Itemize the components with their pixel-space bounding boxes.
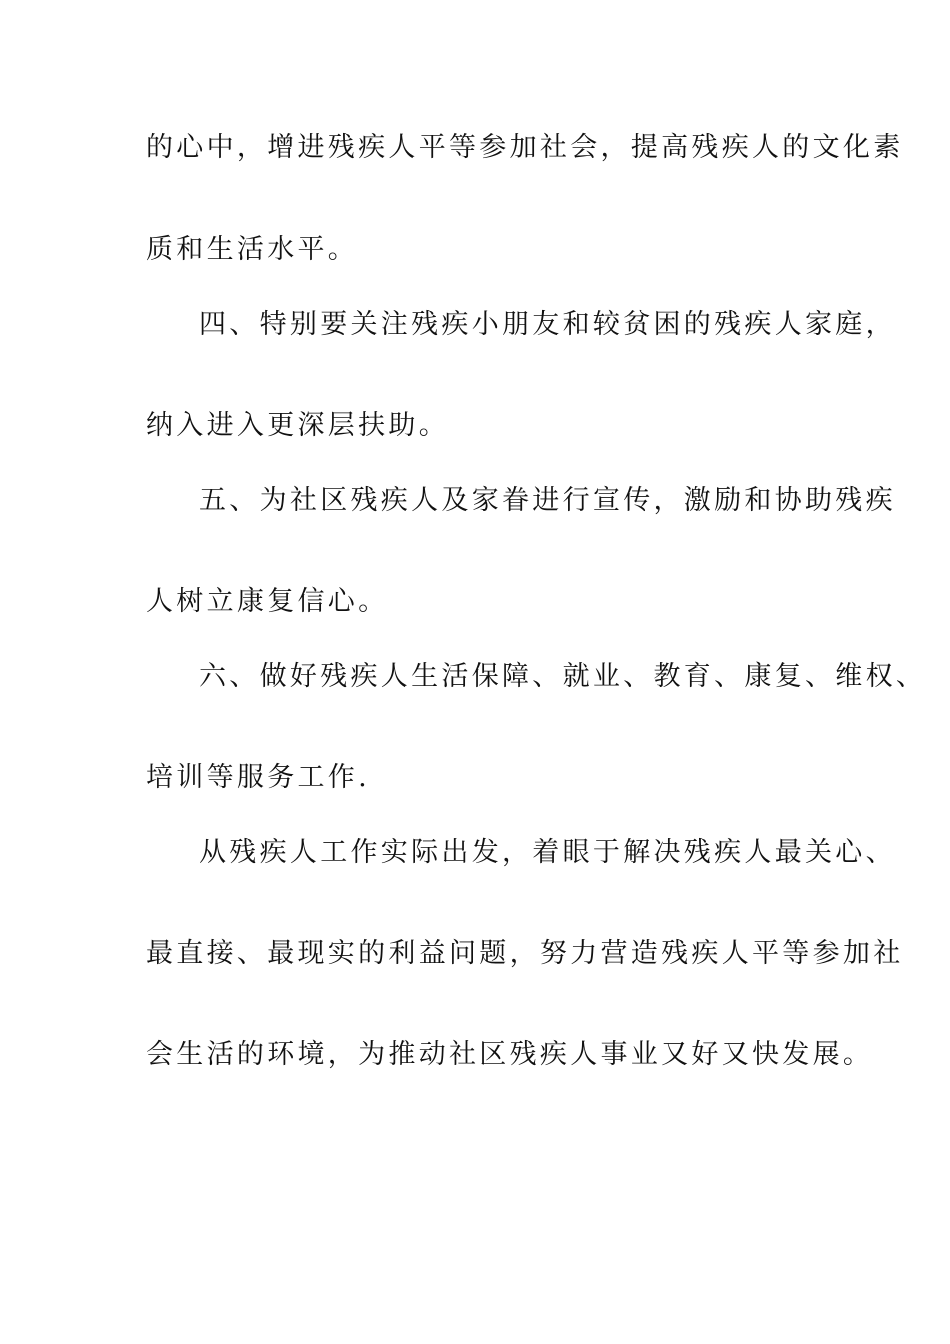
body-text-line: 最直接、最现实的利益问题，努力营造残疾人平等参加社 [146,938,904,969]
body-text-line: 的心中，增进残疾人平等参加社会，提高残疾人的文化素 [146,132,904,163]
body-text-line: 从残疾人工作实际出发，着眼于解决残疾人最关心、 [199,837,896,868]
body-text-line: 纳入进入更深层扶助。 [146,410,449,441]
body-text-line: 五、为社区残疾人及家眷进行宣传，激励和协助残疾 [199,485,896,516]
body-text-line: 质和生活水平。 [146,234,359,265]
body-text-line: 人树立康复信心。 [146,586,389,617]
body-text-line: 培训等服务工作. [146,762,370,793]
body-text-line: 会生活的环境，为推动社区残疾人事业又好又快发展。 [146,1039,874,1070]
body-text-line: 四、特别要关注残疾小朋友和较贫困的残疾人家庭， [199,309,896,340]
body-text-line: 六、做好残疾人生活保障、就业、教育、康复、维权、 [199,661,927,692]
